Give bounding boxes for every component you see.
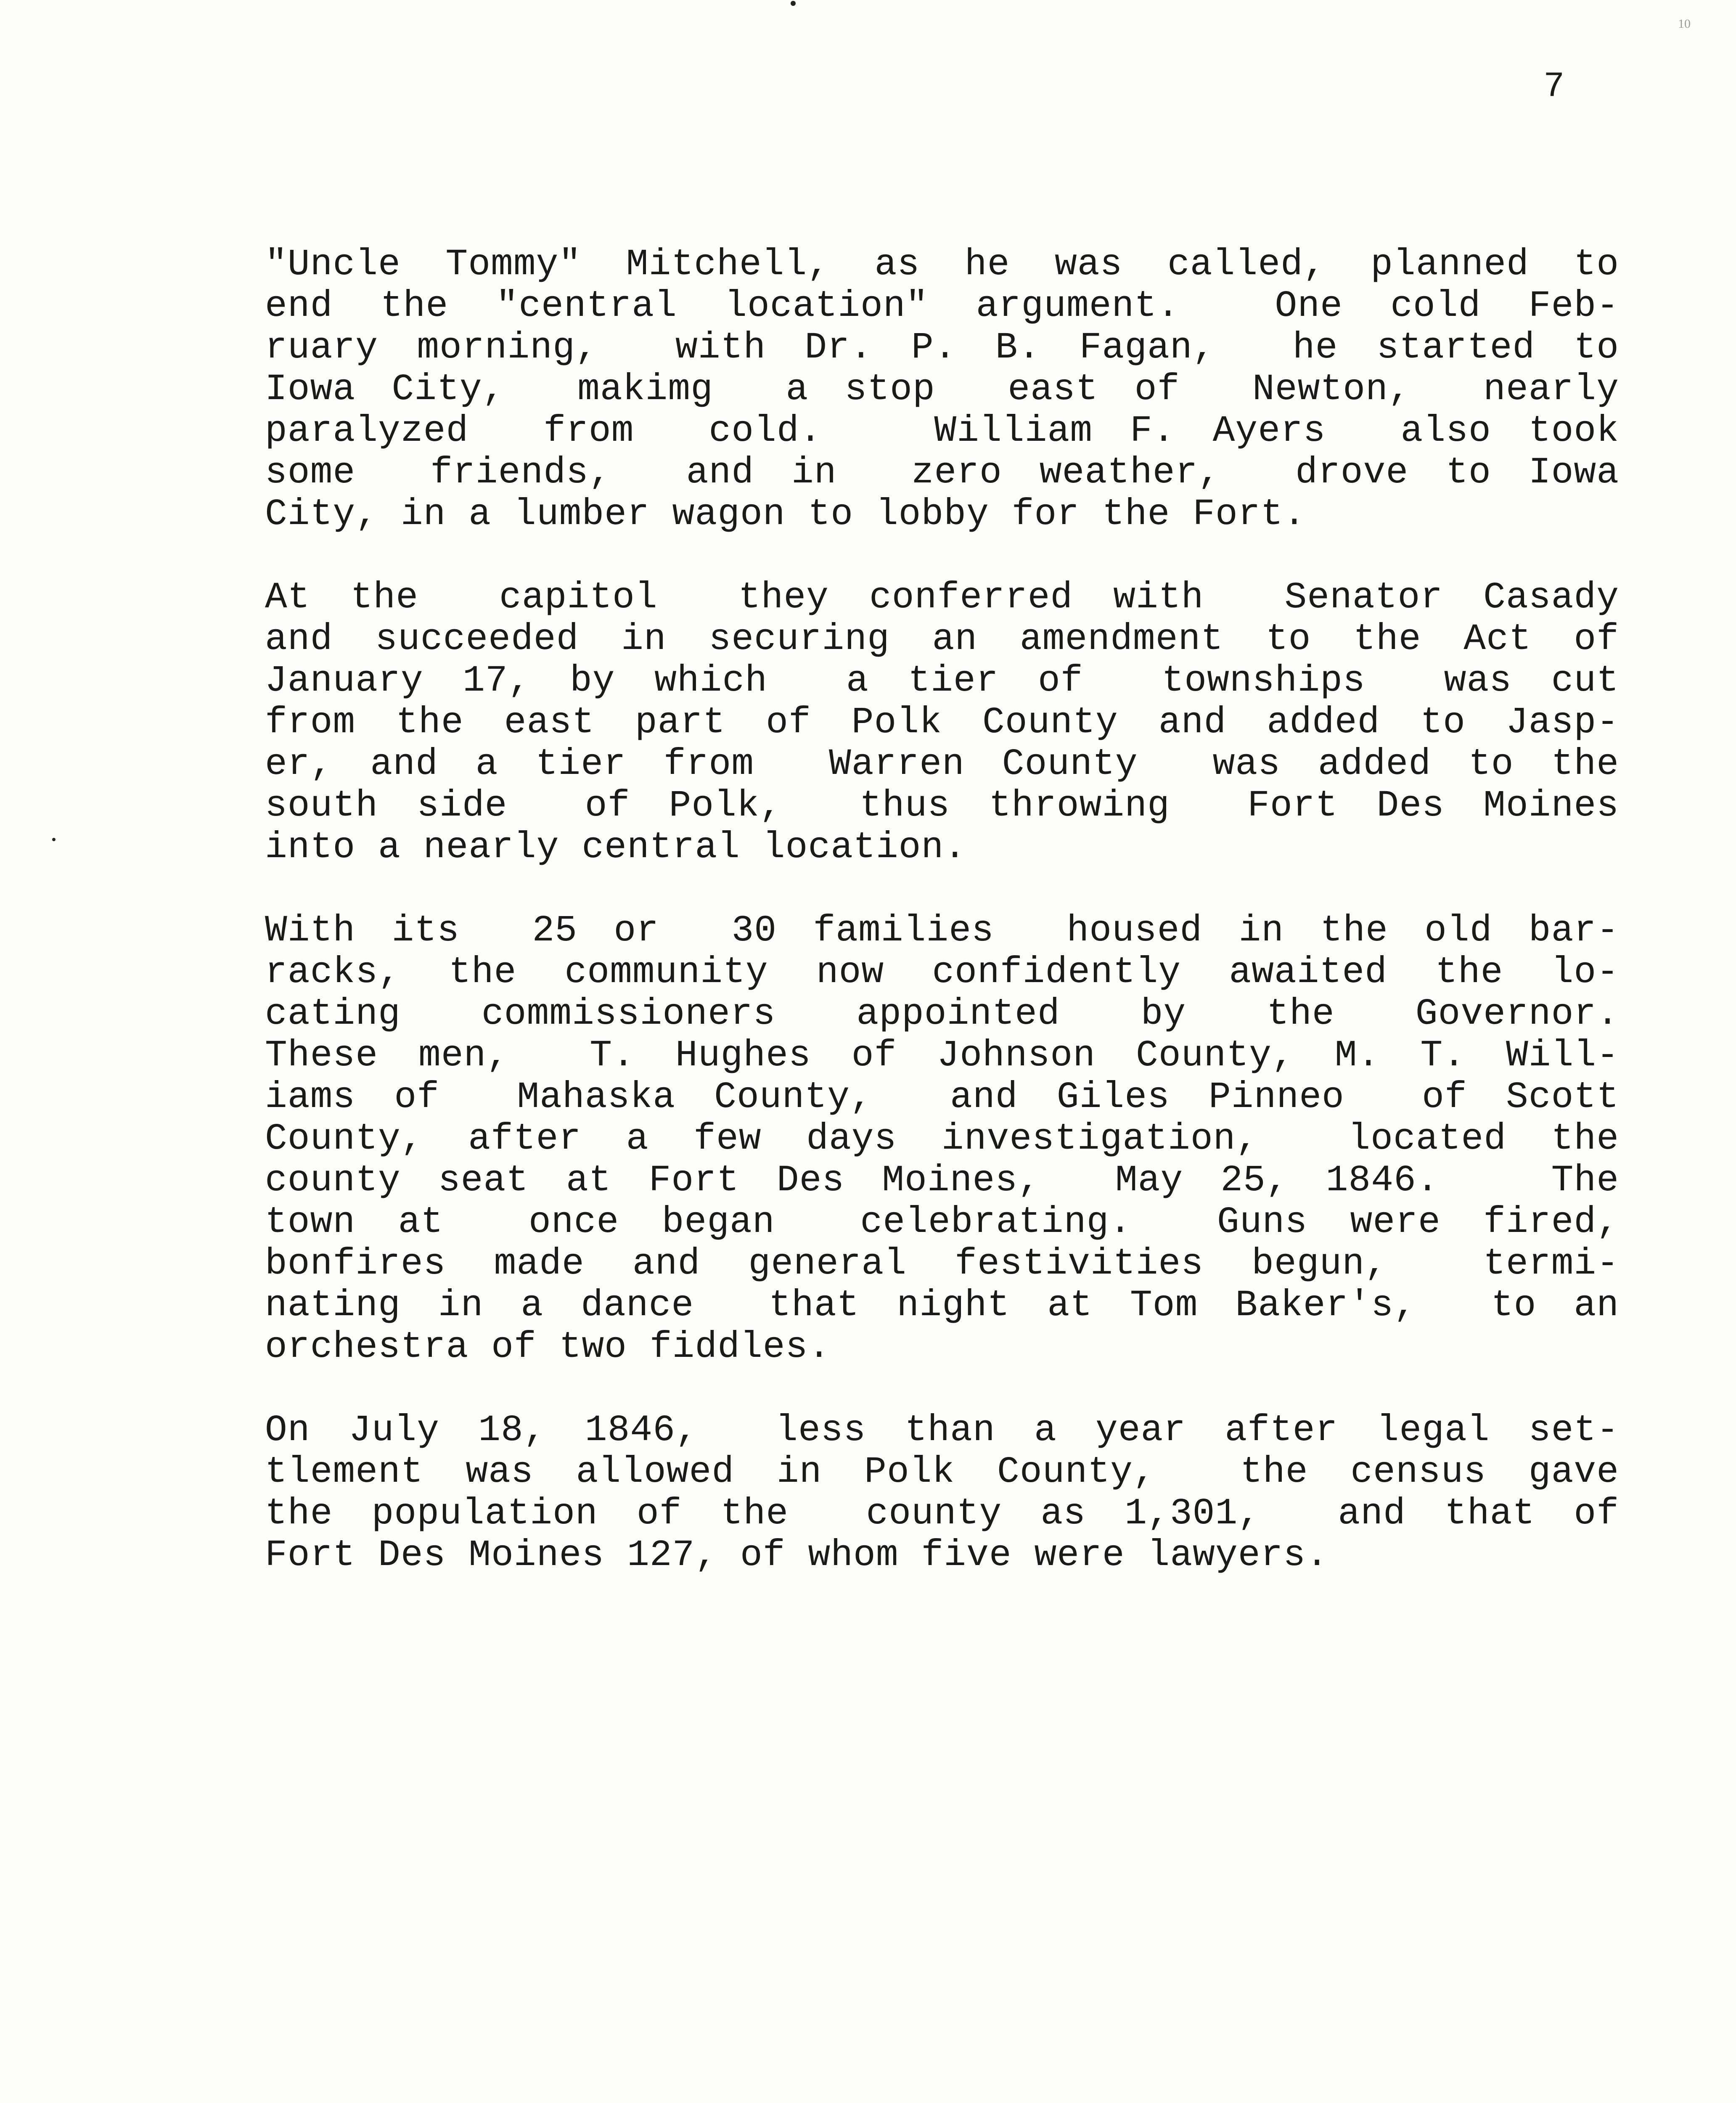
text-line: into a nearly central location. (265, 827, 967, 869)
text-line: some friends, and in zero weather, drove to Iowa (265, 452, 1619, 494)
text-line: Iowa City, makimg a stop east of Newton, nearly (265, 369, 1619, 411)
ink-speck (52, 838, 56, 841)
paragraph-2 (265, 577, 1619, 869)
text-line: tlement was allowed in Polk County, the census gave (265, 1451, 1619, 1493)
text-line: bonfires made and general festivities begun, termi- (265, 1243, 1619, 1285)
page-number: 7 (1543, 67, 1565, 107)
text-line: City, in a lumber wagon to lobby for the Fort. (265, 494, 1306, 535)
text-line: iams of Mahaska County, and Giles Pinneo of Scott (265, 1077, 1619, 1118)
text-line: paralyzed from cold. William F. Ayers also took (265, 411, 1619, 452)
paragraph-3 (265, 910, 1619, 1368)
ink-speck (791, 1, 796, 6)
text-line: from the east part of Polk County and added to Jasp- (265, 702, 1619, 744)
text-line: ruary morning, with Dr. P. B. Fagan, he started to (265, 327, 1619, 369)
text-line: January 17, by which a tier of townships was cut (265, 660, 1619, 702)
text-line: orchestra of two fiddles. (265, 1327, 831, 1368)
text-line: the population of the county as 1,301, and that of (265, 1493, 1619, 1535)
text-line: end the "central location" argument. One cold Feb- (265, 286, 1619, 327)
text-line: town at once began celebrating. Guns were fired, (265, 1202, 1619, 1243)
text-line: "Uncle Tommy" Mitchell, as he was called, planned to (265, 244, 1619, 286)
text-line: er, and a tier from Warren County was added to the (265, 744, 1619, 785)
paragraph-4 (265, 1410, 1619, 1576)
text-line: cating commissioners appointed by the Governor. (265, 993, 1619, 1035)
text-line: On July 18, 1846, less than a year after legal set- (265, 1410, 1619, 1451)
text-line: County, after a few days investigation, located the (265, 1118, 1619, 1160)
text-line: With its 25 or 30 families housed in the old bar- (265, 910, 1619, 952)
paragraph-1 (265, 244, 1619, 535)
text-line: At the capitol they conferred with Senator Casady (265, 577, 1619, 619)
text-line: and succeeded in securing an amendment to the Act of (265, 619, 1619, 660)
text-line: These men, T. Hughes of Johnson County, M. T. Will- (265, 1035, 1619, 1077)
text-line: racks, the community now confidently awaited the lo- (265, 952, 1619, 993)
text-line: south side of Polk, thus throwing Fort Des Moines (265, 785, 1619, 827)
text-line: Fort Des Moines 127, of whom five were lawyers. (265, 1535, 1329, 1576)
text-line: nating in a dance that night at Tom Baker's, to an (265, 1285, 1619, 1327)
text-line: county seat at Fort Des Moines, May 25, 1846. The (265, 1160, 1619, 1202)
body-text (265, 244, 1619, 1618)
corner-annotation: 10 (1678, 17, 1691, 31)
